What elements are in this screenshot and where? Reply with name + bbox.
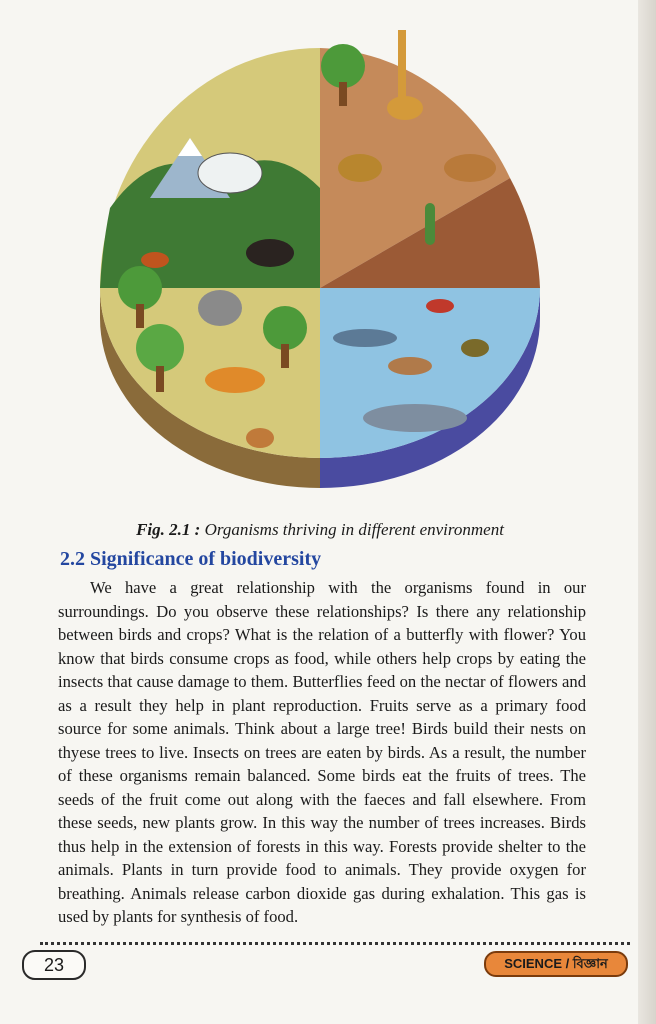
ocean-region [320,288,540,458]
footer-divider [40,942,630,949]
figure-caption-text: Organisms thriving in different environment [204,520,504,539]
subject-badge: SCIENCE / বিজ্ঞান [484,951,628,977]
page-edge [638,0,656,1024]
section-heading: 2.2 Significance of biodiversity [60,548,322,570]
page-number: 23 [22,950,86,980]
figure-caption [0,520,640,540]
biodiversity-illustration [80,18,560,518]
body-paragraph: We have a great relationship with the organisms found in our surroundings. Do you observe these relationships? Is there any relationship between birds and crops? What is the relation of a butterfly with flower? You know that birds consume crops as food, while others help crops by eating the insects that cause damage to them. Butterflies feed on the nectar of flowers and as a result they help in plant reproduction. Fruits serve as a primary food source for some animals. Think about a large tree! Birds build their nests on thyese trees to live. Insects on trees are eaten by birds. As a result, the number of these organisms remain balanced. Some birds eat the fruits of trees. The seeds of the fruit come out along with the faeces and fall elsewhere. From these seeds, new plants grow. In this way the number of trees increases. Birds thus help in the extension of forests in this way. Forests provide shelter to the animals. Plants in turn provide food to animals. They provide oxygen for breathing. Animals release carbon dioxide gas during exhalation. This gas is used by plants for synthesis of food. [58,578,586,926]
figure-caption-label: Fig. 2.1 : [136,520,201,539]
